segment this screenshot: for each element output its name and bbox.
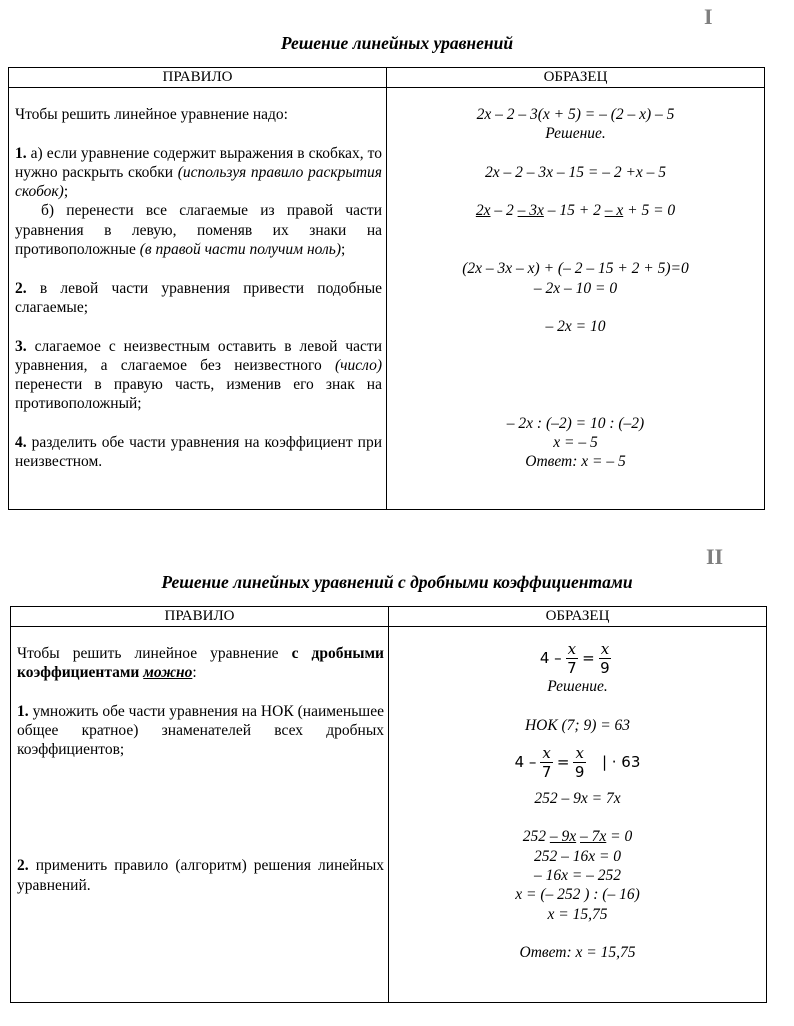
rule-intro: Чтобы решить линейное уравнение с дробными коэффициентами можно:	[17, 645, 384, 682]
underlined-term: – 7x	[580, 828, 607, 846]
solution-step: x = (– 252 ) : (– 16)	[515, 886, 640, 904]
solution-step	[387, 201, 764, 220]
column-header-rule: ПРАВИЛО	[9, 68, 387, 88]
step-text: применить правило (алгоритм) решения линейных уравнений.	[17, 857, 384, 894]
column-header-sample: ОБРАЗЕЦ	[387, 68, 765, 88]
solution-step: (2x – 3x – x) + (– 2 – 15 + 2 + 5)=0	[462, 260, 689, 278]
column-header-rule: ПРАВИЛО	[11, 607, 389, 627]
section-number-2: II	[706, 544, 724, 569]
term: – 15 + 2	[543, 202, 605, 220]
step-text: слагаемое с неизвестным оставить в левой части уравнения, а слагаемое без неизвестного	[15, 337, 382, 374]
answer: Ответ: x = – 5	[525, 453, 626, 471]
rule-step-2	[17, 856, 384, 895]
intro-emphasis: можно	[143, 664, 193, 682]
step-number: 3.	[15, 337, 27, 355]
underlined-term: 2x	[475, 202, 491, 220]
fraction-equation: 4 – $\frac{x}{7}$ = $\frac{x}{9}$	[539, 640, 610, 677]
rule-step-4	[15, 433, 382, 472]
underlined-term: – 9x	[549, 828, 577, 846]
rules-table-2	[10, 606, 767, 1003]
rule-cell	[11, 627, 389, 1003]
step-number: 1.	[15, 144, 27, 162]
eq-lead: 4 –	[539, 649, 562, 668]
step-note: (число)	[334, 356, 382, 374]
step-text: в левой части уравнения привести подобные слагаемые;	[15, 279, 382, 316]
solution-step: – 16x = – 252	[533, 867, 622, 885]
step-text: а) если уравнение содержит выражения в скобках, то нужно раскрыть скобки	[15, 144, 382, 181]
rule-cell	[9, 88, 387, 510]
step-end: ;	[340, 241, 346, 259]
solution-step: – 2x – 10 = 0	[533, 279, 618, 297]
step-number: 4.	[15, 434, 27, 452]
step-number: 2.	[15, 279, 27, 297]
solution-step: 252 – 9x = 7x	[534, 789, 621, 807]
term: + 5 = 0	[623, 202, 676, 220]
rule-step-3	[15, 337, 382, 414]
rule-step-2	[15, 279, 382, 318]
solution-step: – 2x = 10	[545, 318, 606, 336]
rule-intro: Чтобы решить линейное уравнение надо:	[15, 106, 288, 123]
solution-step: x = – 5	[553, 434, 598, 452]
solution-step: x = 15,75	[547, 905, 608, 923]
multiplier-marker: | · 63	[601, 753, 641, 772]
term: – 2	[490, 202, 518, 220]
rules-table-1	[8, 67, 765, 510]
sample-equation: 2x – 2 – 3(x + 5) = – (2 – x) – 5	[476, 106, 675, 123]
solution-step: 2x – 2 – 3x – 15 = – 2 +x – 5	[484, 163, 667, 181]
rule-step-1	[17, 702, 384, 760]
fraction-equation-multiplied: 4 – $\frac{x}{7}$ = $\frac{x}{9}$ | · 63	[514, 743, 641, 781]
step-number: 2.	[17, 857, 29, 875]
rule-step-1a	[15, 144, 382, 202]
solution-step: – 2x : (–2) = 10 : (–2)	[506, 414, 645, 432]
step-text: б) перенести все слагаемые из правой части уравнения в левую, поменяв их знаки на противоположные	[15, 202, 382, 259]
solution-step: 252 – 16x = 0	[533, 847, 622, 865]
step-note: (используя правило раскрытия скобок)	[15, 163, 382, 201]
lcm-line: НОК (7; 9) = 63	[524, 716, 631, 734]
solution-label: Решение.	[547, 678, 608, 695]
step-end: ;	[63, 183, 69, 201]
fraction: $\frac{x}{9}$	[600, 640, 610, 677]
step-end: перенести в правую часть, изменив его знак на противоположный;	[15, 376, 382, 413]
fraction: $\frac{x}{7}$	[567, 640, 577, 677]
underlined-term: – 3x	[517, 202, 544, 220]
intro-text: Чтобы решить линейное уравнение	[17, 645, 292, 662]
sample-cell	[389, 627, 767, 1003]
step-number: 1.	[17, 702, 29, 720]
section-title-1: Решение линейных уравнений	[280, 33, 514, 53]
sample-cell	[387, 88, 765, 510]
answer: Ответ: x = 15,75	[519, 944, 636, 962]
step-note: (в правой части получим ноль)	[139, 241, 341, 259]
underlined-term: – x	[604, 202, 624, 220]
rule-step-1b	[15, 201, 382, 259]
step-text: разделить обе части уравнения на коэффициент при неизвестном.	[15, 434, 382, 471]
intro-bold: с дробными коэффициентами	[17, 645, 384, 682]
solution-step: 252 – 9x – 7x = 0	[522, 828, 633, 846]
step-text: умножить обе части уравнения на НОК (наименьшее общее кратное) знаменателей всех дробных коэффициентов;	[17, 702, 384, 759]
solution-label: Решение.	[545, 125, 606, 143]
section-number-1: I	[704, 4, 713, 29]
section-title-2: Решение линейных уравнений с дробными коэффициентами	[161, 572, 633, 592]
column-header-sample: ОБРАЗЕЦ	[389, 607, 767, 627]
